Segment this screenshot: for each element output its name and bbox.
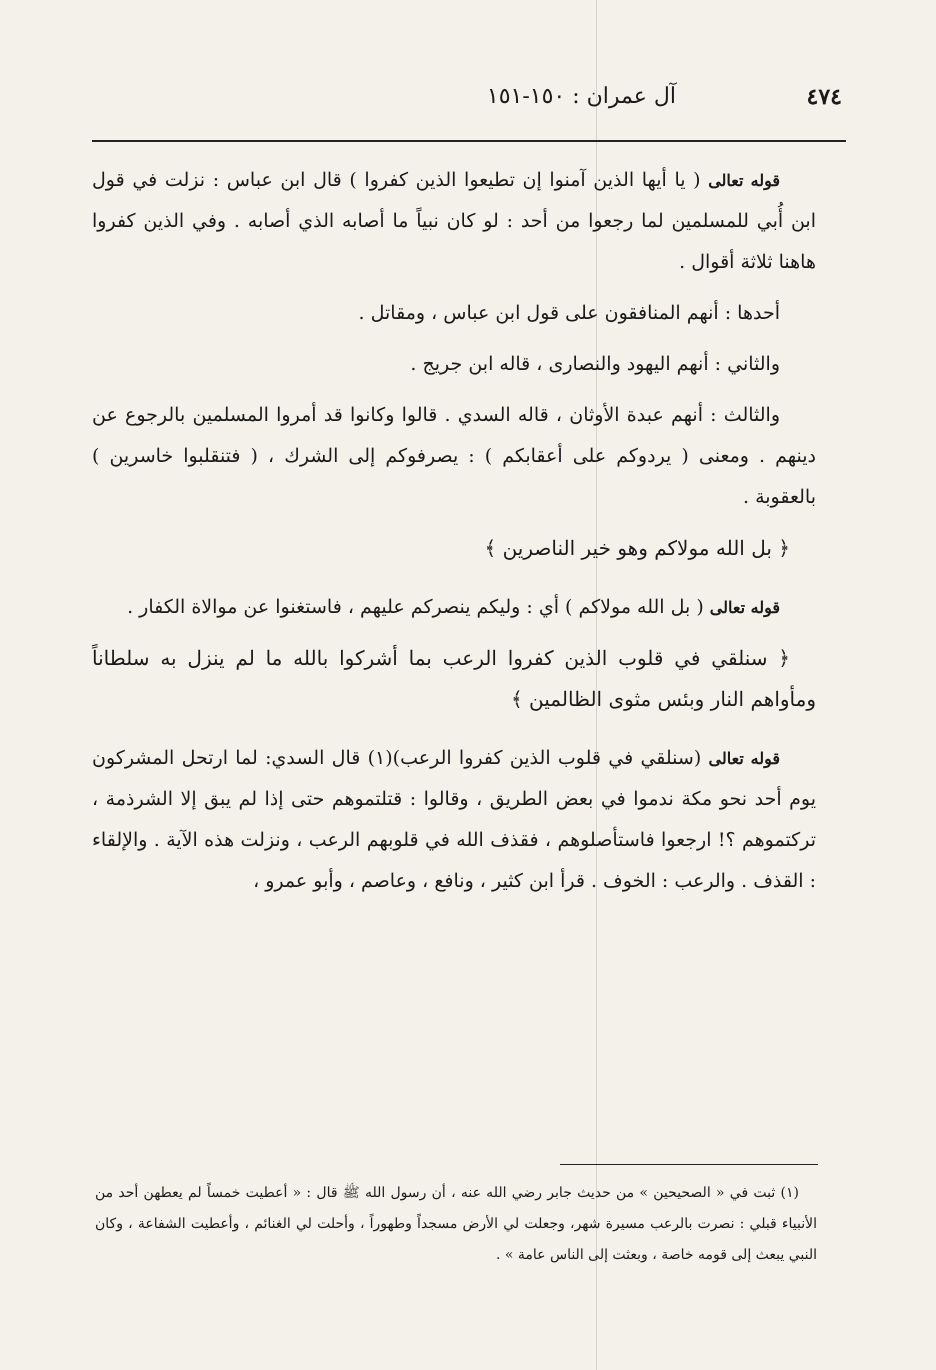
paragraph-label: قوله تعالى — [709, 598, 780, 617]
paragraph-2: أحدها : أنهم المنافقون على قول ابن عباس ، ومقاتل . — [358, 302, 780, 324]
page-number: ٤٧٤ — [806, 84, 842, 110]
paragraph-6 — [92, 738, 816, 902]
paragraph-label: قوله تعالى — [708, 749, 780, 768]
paragraph-5 — [92, 587, 816, 628]
header-rule — [92, 140, 846, 142]
page-header — [95, 84, 846, 124]
paragraph-text: ( بل الله مولاكم ) أي : وليكم ينصركم عليهم ، فاستغنوا عن موالاة الكفار . — [127, 596, 704, 618]
paragraph-text: ( يا أيها الذين آمنوا إن تطيعوا الذين كفروا ) قال ابن عباس : نزلت في قول ابن أُبي للمسلمين لما رجعوا من أحد : لو كان نبياً ما أصابه الذي أصابه . وفي الذين كفروا هاهنا ثلاثة أقوال . — [92, 169, 816, 273]
quran-verse-1: ﴿ بل الله مولاكم وهو خير الناصرين ﴾ — [484, 536, 790, 560]
paragraph-3: والثاني : أنهم اليهود والنصارى ، قاله ابن جريج . — [410, 353, 780, 375]
quran-verse-2: ﴿ سنلقي في قلوب الذين كفروا الرعب بما أشركوا بالله ما لم ينزل به سلطاناً ومأواهم النار وبئس مثوى الظالمين ﴾ — [92, 646, 816, 711]
paragraph-1 — [92, 160, 816, 283]
running-title: آل عمران : ١٥٠-١٥١ — [486, 84, 676, 109]
main-text — [92, 160, 816, 912]
footnote-rule — [560, 1164, 818, 1165]
footnote: (١) ثبت في « الصحيحين » من حديث جابر رضي الله عنه ، أن رسول الله ﷺ قال : « أعطيت خمساً لم يعطهن أحد من الأنبياء قبلي : نصرت بالرعب مسيرة شهر، وجعلت لي الأرض مسجداً وطهوراً ، وأحلت لي الغنائم ، وأعطيت الشفاعة ، وكان النبي يبعث إلى قومه خاصة ، وبعثت إلى الناس عامة » . — [95, 1185, 817, 1263]
paragraph-text: (سنلقي في قلوب الذين كفروا الرعب)(١) قال السدي: لما ارتحل المشركون يوم أحد نحو مكة ندموا في بعض الطريق ، وقالوا : قتلتموهم حتى إذا لم يبق إلا الشرذمة ، تركتموهم ؟! ارجعوا فاستأصلوهم ، فقذف الله في قلوبهم الرعب ، ونزلت هذه الآية . والإلقاء : القذف . والرعب : الخوف . قرأ ابن كثير ، ونافع ، وعاصم ، وأبو عمرو ، — [92, 747, 816, 892]
paragraph-label: قوله تعالى — [708, 171, 780, 190]
paragraph-4: والثالث : أنهم عبدة الأوثان ، قاله السدي . قالوا وكانوا قد أمروا المسلمين بالرجوع عن دينهم . ومعنى ( يردوكم على أعقابكم ) : يصرفوكم إلى الشرك ، ( فتنقلبوا خاسرين ) بالعقوبة . — [92, 404, 816, 508]
